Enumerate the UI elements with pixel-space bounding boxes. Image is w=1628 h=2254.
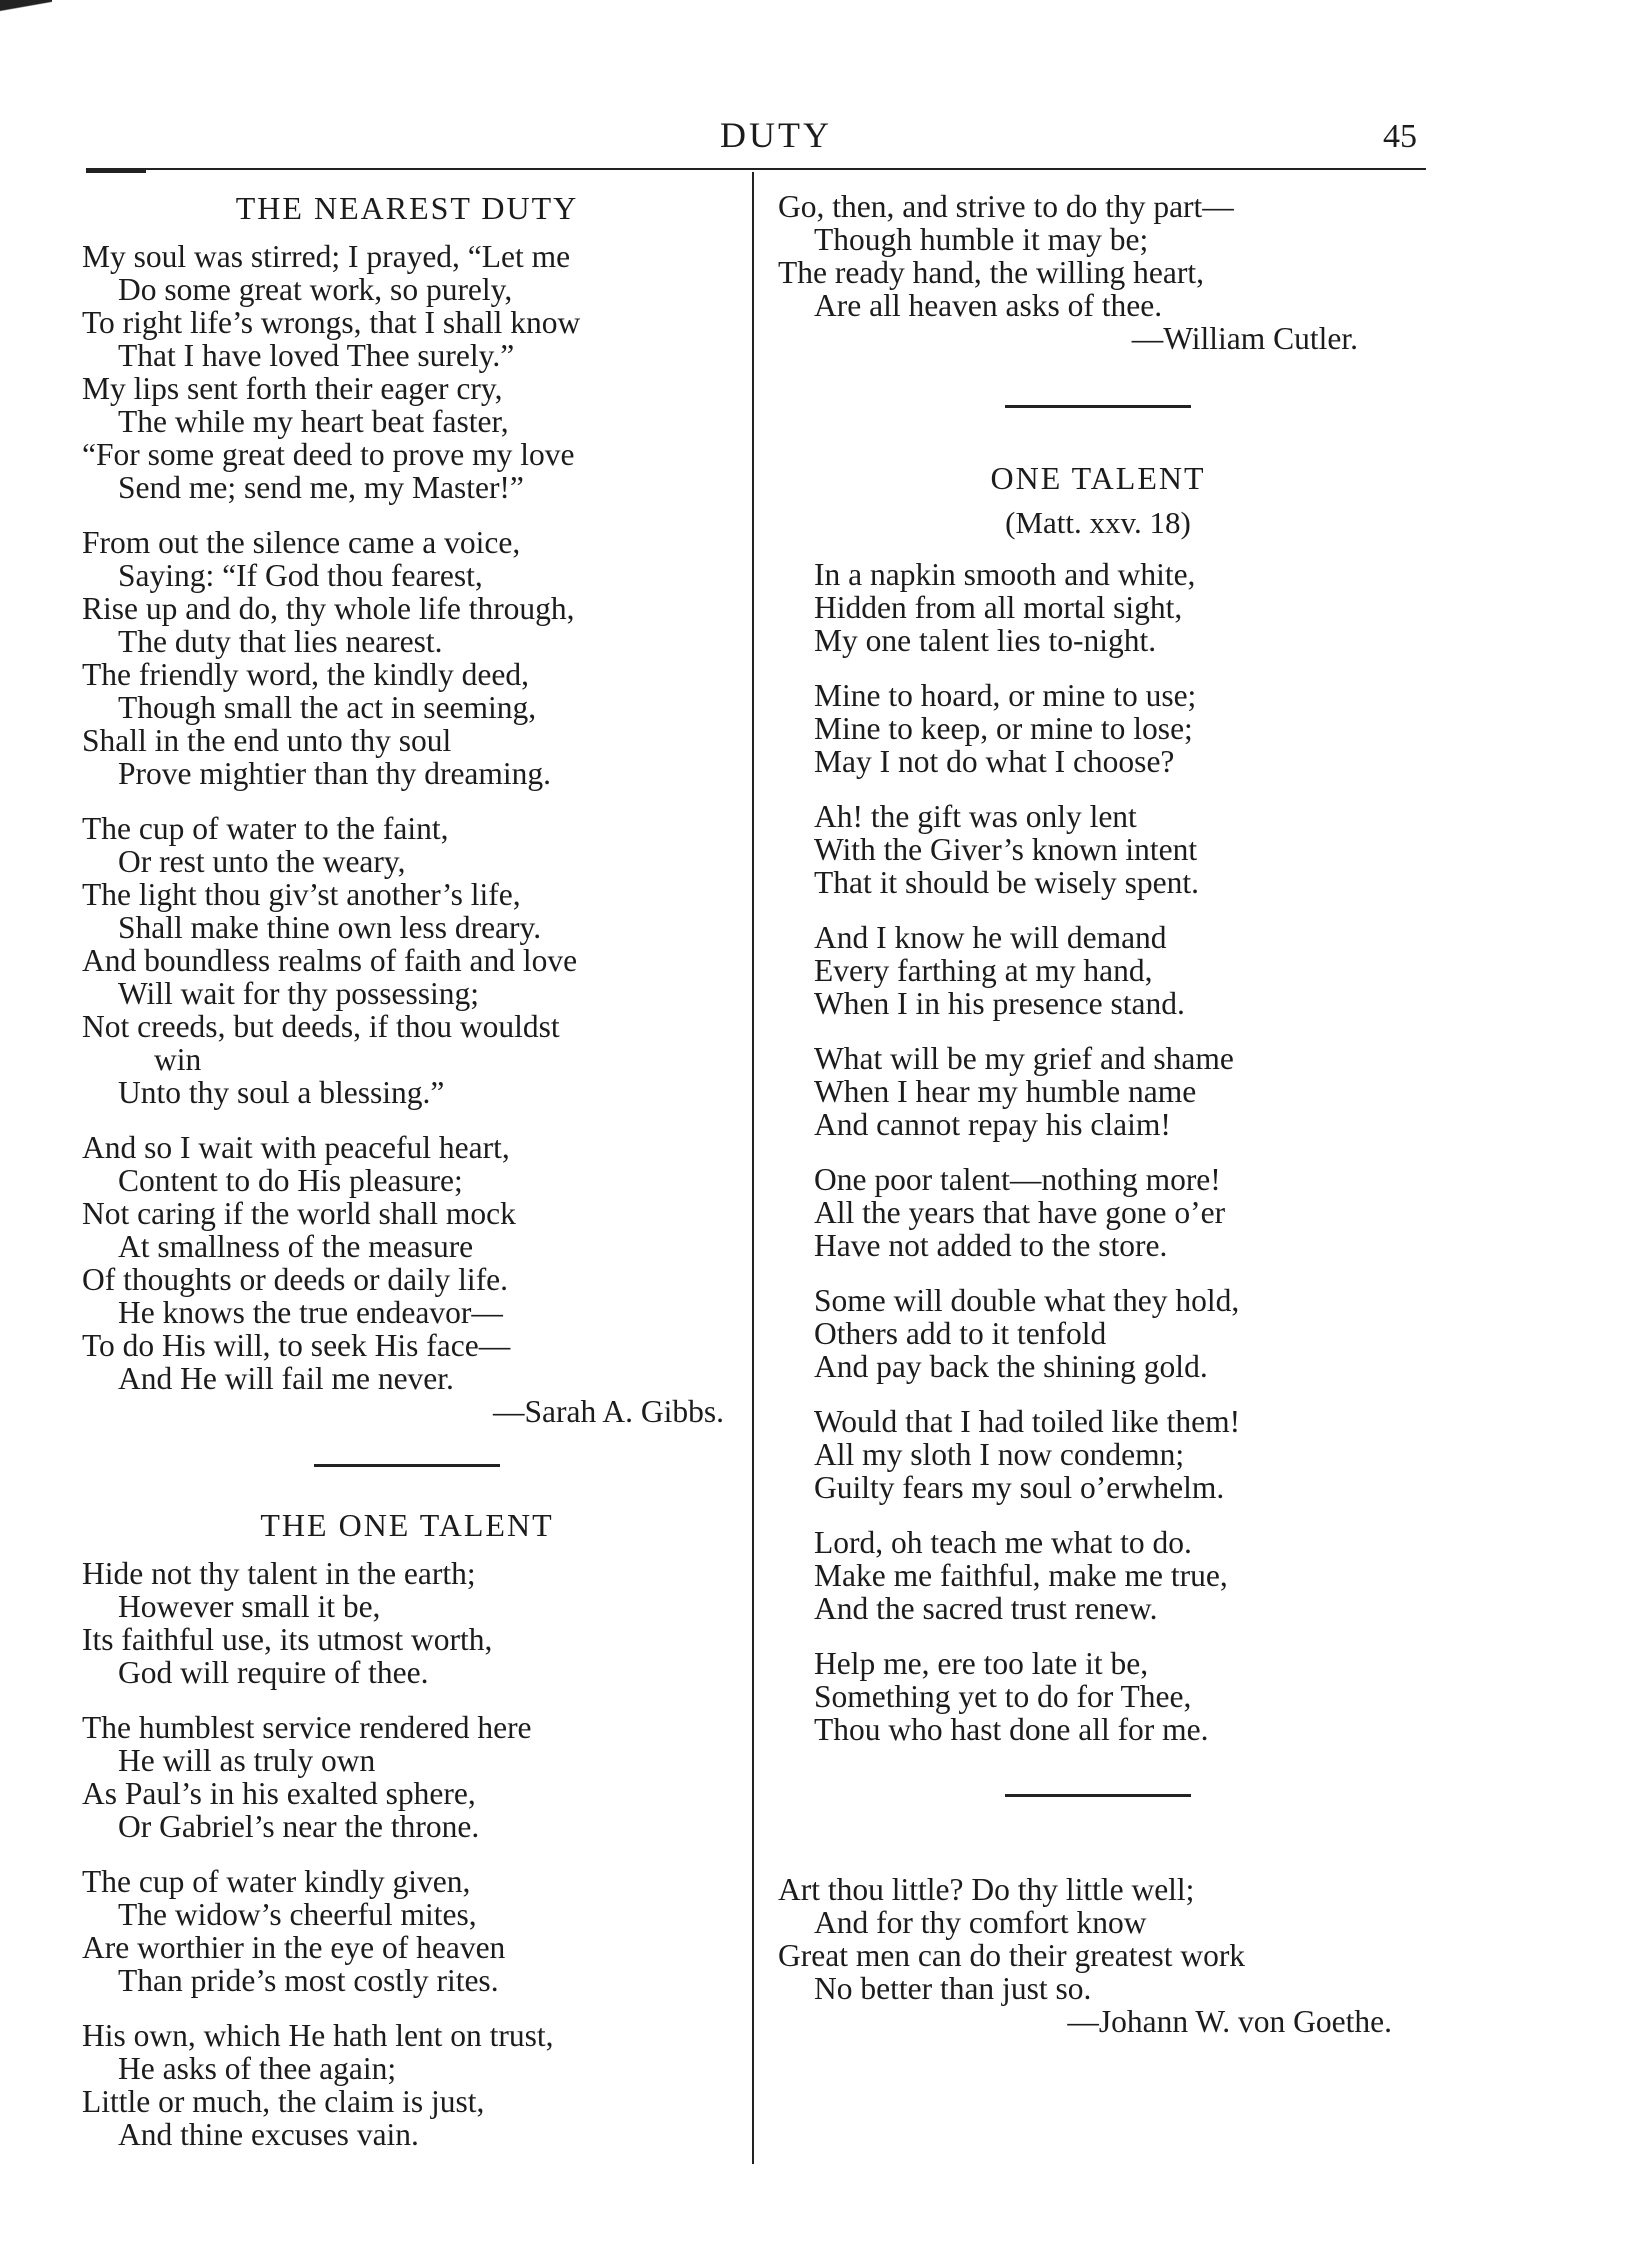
section-separator [1005, 1794, 1191, 1797]
stanza [82, 240, 732, 504]
poem-line: And boundless realms of faith and love [82, 943, 578, 978]
stanza [778, 190, 1418, 322]
poem-line: He knows the true endeavor— [118, 1295, 503, 1330]
poem-title: THE NEAREST DUTY [235, 190, 579, 226]
poem-line: And for thy comfort know [814, 1905, 1147, 1940]
poem-line: Will wait for thy possessing; [118, 976, 479, 1011]
poem-line: Guilty fears my soul o’erwhelm. [814, 1470, 1225, 1505]
poem-line: Not creeds, but deeds, if thou wouldst [82, 1009, 560, 1044]
poem-line: Art thou little? Do thy little well; [778, 1872, 1195, 1907]
poem-line: The ready hand, the willing heart, [778, 255, 1204, 290]
poem-line: Thou who hast done all for me. [814, 1712, 1209, 1747]
poem-line: Make me faithful, make me true, [814, 1558, 1228, 1593]
poem-line: With the Giver’s known intent [814, 832, 1198, 867]
stanza [778, 679, 1418, 778]
poem-line: To do His will, to seek His face— [82, 1328, 511, 1363]
poem-line: My lips sent forth their eager cry, [82, 371, 503, 406]
poem-the-one-talent [82, 1507, 732, 2151]
poem-line: May I not do what I choose? [814, 744, 1175, 779]
poem-line: Do some great work, so purely, [118, 272, 513, 307]
poem-line: When I hear my humble name [814, 1074, 1197, 1109]
poem-line: Or Gabriel’s near the throne. [118, 1809, 480, 1844]
stanza [778, 558, 1418, 657]
poem-line: As Paul’s in his exalted sphere, [82, 1776, 476, 1811]
poem-line: Than pride’s most costly rites. [118, 1963, 499, 1998]
poem-line: Rise up and do, thy whole life through, [82, 591, 575, 626]
poem-line: One poor talent—nothing more! [814, 1162, 1221, 1197]
poem-line: God will require of thee. [118, 1655, 429, 1690]
poem-line: He asks of thee again; [118, 2051, 397, 2086]
stanza [778, 1163, 1418, 1262]
poem-continuation-cutler [778, 190, 1418, 355]
poem-line: Or rest unto the weary, [118, 844, 406, 879]
poem-line: Send me; send me, my Master!” [118, 470, 524, 505]
poem-one-talent [778, 460, 1418, 1746]
stanza [778, 1042, 1418, 1141]
poem-line: And He will fail me never. [118, 1361, 454, 1396]
poem-line: Mine to keep, or mine to lose; [814, 711, 1193, 746]
poem-line: And cannot repay his claim! [814, 1107, 1171, 1142]
poem-line: The while my heart beat faster, [118, 404, 509, 439]
poem-line: Are worthier in the eye of heaven [82, 1930, 506, 1965]
corner-scan-mark [0, 0, 52, 14]
poem-line: Though humble it may be; [814, 222, 1149, 257]
left-column [82, 190, 732, 2151]
poem-line: Shall make thine own less dreary. [118, 910, 542, 945]
poem-goethe [778, 1873, 1418, 2038]
poem-title: THE ONE TALENT [260, 1507, 554, 1543]
poem-line: My one talent lies to-night. [814, 623, 1157, 658]
poem-line: And I know he will demand [814, 920, 1167, 955]
poem-line: No better than just so. [814, 1971, 1092, 2006]
stanza [778, 1405, 1418, 1504]
poem-line: My soul was stirred; I prayed, “Let me [82, 239, 571, 274]
poem-line: The duty that lies nearest. [118, 624, 443, 659]
poem-line: Content to do His pleasure; [118, 1163, 463, 1198]
poem-line: Hide not thy talent in the earth; [82, 1556, 476, 1591]
poem-line: Hidden from all mortal sight, [814, 590, 1183, 625]
poem-line: Prove mightier than thy dreaming. [118, 756, 552, 791]
poem-line: From out the silence came a voice, [82, 525, 521, 560]
poem-line: Its faithful use, its utmost worth, [82, 1622, 493, 1657]
poem-line: Lord, oh teach me what to do. [814, 1525, 1192, 1560]
stanza [778, 1526, 1418, 1625]
poem-line: Ah! the gift was only lent [814, 799, 1137, 834]
stanza [82, 2019, 732, 2151]
stanza [82, 526, 732, 790]
poem-line: All my sloth I now condemn; [814, 1437, 1185, 1472]
poem-line: Something yet to do for Thee, [814, 1679, 1192, 1714]
poem-line: The humblest service rendered here [82, 1710, 532, 1745]
poem-line: Not caring if the world shall mock [82, 1196, 516, 1231]
stanza [778, 800, 1418, 899]
section-separator [314, 1464, 500, 1467]
poem-subtitle: (Matt. xxv. 18) [1005, 505, 1191, 540]
poem-line-runover: win [154, 1042, 202, 1077]
poem-line: Though small the act in seeming, [118, 690, 537, 725]
stanza [778, 1647, 1418, 1746]
poem-line: The cup of water to the faint, [82, 811, 449, 846]
poem-the-nearest-duty [82, 190, 732, 1428]
poem-line: Others add to it tenfold [814, 1316, 1107, 1351]
section-separator [1005, 405, 1191, 408]
poem-attribution: —Johann W. von Goethe. [1067, 2004, 1392, 2039]
right-column [778, 190, 1418, 2038]
poem-line: Go, then, and strive to do thy part— [778, 189, 1234, 224]
poem-line: However small it be, [118, 1589, 381, 1624]
poem-line: Would that I had toiled like them! [814, 1404, 1241, 1439]
poem-line: And so I wait with peaceful heart, [82, 1130, 510, 1165]
stanza [82, 812, 732, 1109]
poem-line: Shall in the end unto thy soul [82, 723, 452, 758]
poem-line: “For some great deed to prove my love [82, 437, 575, 472]
poem-line: The cup of water kindly given, [82, 1864, 471, 1899]
poem-line: Every farthing at my hand, [814, 953, 1153, 988]
page-number: 45 [1383, 118, 1417, 155]
header-rule [86, 168, 1426, 170]
stanza [82, 1865, 732, 1997]
running-head [0, 108, 1628, 168]
stanza [778, 921, 1418, 1020]
poem-line: And the sacred trust renew. [814, 1591, 1158, 1626]
poem-line: Saying: “If God thou fearest, [118, 558, 483, 593]
poem-line: Of thoughts or deeds or daily life. [82, 1262, 509, 1297]
poem-title: ONE TALENT [990, 460, 1206, 496]
stanza [82, 1557, 732, 1689]
poem-line: What will be my grief and shame [814, 1041, 1234, 1076]
running-title: DUTY [720, 115, 832, 155]
poem-attribution: —William Cutler. [1131, 321, 1358, 356]
poem-line: Some will double what they hold, [814, 1283, 1240, 1318]
poem-line: And pay back the shining gold. [814, 1349, 1208, 1384]
poem-line: To right life’s wrongs, that I shall know [82, 305, 581, 340]
poem-line: Have not added to the store. [814, 1228, 1168, 1263]
poem-line: He will as truly own [118, 1743, 376, 1778]
poem-line: Great men can do their greatest work [778, 1938, 1246, 1973]
poem-line: Little or much, the claim is just, [82, 2084, 485, 2119]
poem-line: His own, which He hath lent on trust, [82, 2018, 554, 2053]
poem-attribution: —Sarah A. Gibbs. [493, 1394, 724, 1429]
stanza [82, 1131, 732, 1395]
poem-line: Help me, ere too late it be, [814, 1646, 1149, 1681]
poem-line: The light thou giv’st another’s life, [82, 877, 521, 912]
stanza [778, 1284, 1418, 1383]
poem-line: Unto thy soul a blessing.” [118, 1075, 445, 1110]
poem-line: The widow’s cheerful mites, [118, 1897, 477, 1932]
poem-line: The friendly word, the kindly deed, [82, 657, 529, 692]
poem-line: That I have loved Thee surely.” [118, 338, 515, 373]
poem-line: Are all heaven asks of thee. [814, 288, 1163, 323]
poem-line: In a napkin smooth and white, [814, 557, 1196, 592]
stanza [82, 1711, 732, 1843]
poem-line: All the years that have gone o’er [814, 1195, 1226, 1230]
header-rule-tail [86, 170, 146, 173]
column-divider [752, 172, 754, 2164]
poem-line: Mine to hoard, or mine to use; [814, 678, 1197, 713]
stanza [778, 1873, 1418, 2005]
poem-line: That it should be wisely spent. [814, 865, 1199, 900]
poem-line: At smallness of the measure [118, 1229, 474, 1264]
poem-line: And thine excuses vain. [118, 2117, 419, 2152]
poem-line: When I in his presence stand. [814, 986, 1185, 1021]
